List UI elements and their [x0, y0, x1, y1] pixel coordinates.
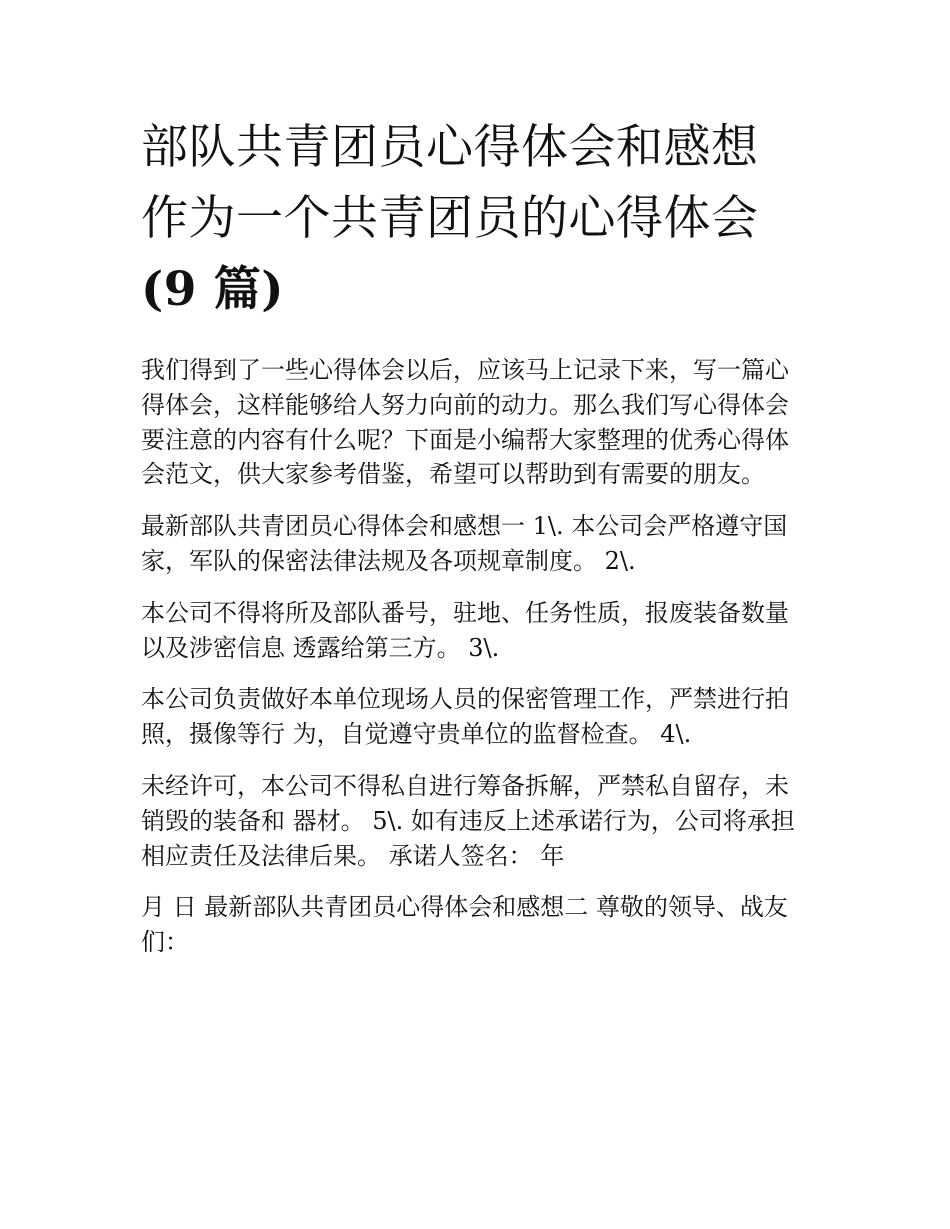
text-line: 照，摄像等行 为，自觉遵守贵单位的监督检查。 4\. — [141, 720, 692, 749]
text-line: 本公司负责做好本单位现场人员的保密管理工作，严禁进行拍 — [141, 685, 789, 714]
text-line: 月 日 最新部队共青团员心得体会和感想二 尊敬的领导、战友 — [141, 893, 788, 922]
item-paragraph — [141, 769, 816, 873]
intro-paragraph — [141, 353, 816, 492]
text-line: 未经许可，本公司不得私自进行筹备拆解，严禁私自留存，未 — [141, 771, 789, 800]
text-line: 以及涉密信息 透露给第三方。 3\. — [141, 633, 500, 662]
title-line-2: 作为一个共青团员的心得体会 — [141, 191, 759, 246]
document-page — [141, 112, 816, 977]
text-line: 销毁的装备和 器材。 5\. 如有违反上述承诺行为，公司将承担 — [141, 806, 795, 835]
text-line: 我们得到了一些心得体会以后，应该马上记录下来，写一篇心 — [141, 356, 789, 384]
text-line: 本公司不得将所及部队番号，驻地、任务性质，报废装备数量 — [141, 598, 789, 627]
document-body — [141, 353, 816, 960]
item-paragraph — [141, 596, 816, 666]
section-one-paragraph — [141, 509, 816, 579]
text-line: 家，军队的保密法律法规及各项规章制度。 2\. — [141, 546, 636, 575]
document-title — [141, 112, 816, 325]
section-two-paragraph — [141, 890, 816, 960]
title-line-3: (9 篇) — [141, 262, 285, 317]
text-line: 会范文，供大家参考借鉴，希望可以帮助到有需要的朋友。 — [141, 460, 765, 489]
item-paragraph — [141, 682, 816, 752]
title-line-1: 部队共青团员心得体会和感想 — [141, 120, 759, 175]
text-line: 得体会，这样能够给人努力向前的动力。那么我们写心得体会 — [141, 390, 789, 419]
text-line: 要注意的内容有什么呢？下面是小编帮大家整理的优秀心得体 — [141, 425, 789, 454]
text-line: 相应责任及法律后果。 承诺人签名： 年 — [141, 841, 565, 870]
text-line: 最新部队共青团员心得体会和感想一 1\. 本公司会严格遵守国 — [141, 512, 788, 541]
text-line: 们： — [141, 928, 189, 957]
